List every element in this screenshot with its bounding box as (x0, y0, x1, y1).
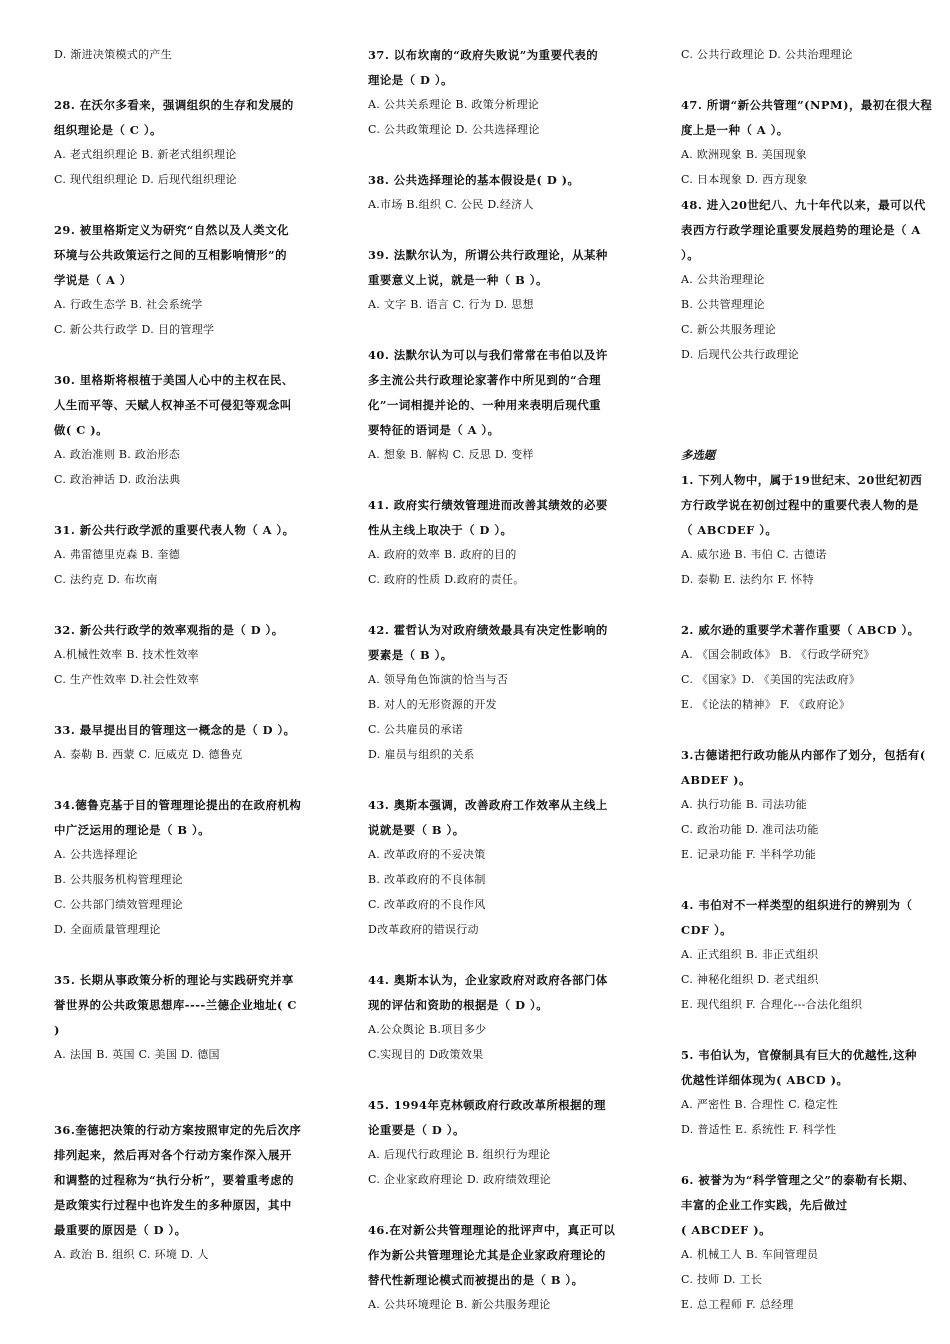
option-line: C. 生产性效率 D.社会性效率 (54, 673, 200, 686)
option-line: E. 记录功能 F. 半科学功能 (681, 848, 817, 861)
question-line: 31. 新公共行政学派的重要代表人物（ A ）。 (54, 523, 295, 537)
question-line: 表西方行政学理论重要发展趋势的理论是（ A (681, 223, 921, 237)
question-line: 45. 1994年克林顿政府行政改革所根据的理 (368, 1098, 606, 1112)
question-line: 44. 奥斯本认为，企业家政府对政府各部门体 (368, 973, 608, 987)
question-line: CDF ）。 (681, 923, 733, 937)
option-line: A. 泰勒 B. 西蒙 C. 厄威克 D. 德鲁克 (54, 748, 243, 761)
question-line: 30. 里格斯将根植于美国人心中的主权在民、 (54, 373, 294, 387)
question-line: 要特征的语词是（ A ）。 (368, 423, 500, 437)
option-line: A. 法国 B. 英国 C. 美国 D. 德国 (54, 1048, 220, 1061)
question-line: 誉世界的公共政策思想库----兰德企业地址( C (54, 998, 297, 1012)
question-line: 度上是一种（ A ）。 (681, 123, 789, 137)
question-line: 优越性详细体现为( ABCD )。 (681, 1073, 849, 1087)
option-line: D. 后现代公共行政理论 (681, 348, 800, 361)
option-line: A. 政治 B. 组织 C. 环境 D. 人 (54, 1248, 209, 1261)
option-line: C. 新公共服务理论 (681, 323, 777, 336)
question-line: 6. 被誉为为“科学管理之父”的泰勒有长期、 (681, 1173, 915, 1187)
question-line: 和调整的过程称为“执行分析”，要着重考虑的 (54, 1173, 295, 1187)
option-line: C. 公共部门绩效管理理论 (54, 898, 183, 911)
question-line: 人生而平等、天赋人权神圣不可侵犯等观念叫 (54, 398, 292, 412)
question-line: 化”一词相提并论的、一种用来表明后现代重 (368, 398, 601, 412)
option-line: C. 《国家》D. 《美国的宪法政府》 (681, 673, 861, 686)
question-line: 35. 长期从事政策分析的理论与实践研究并享 (54, 973, 294, 987)
question-line: 33. 最早提出目的管理这一概念的是（ D ）。 (54, 723, 296, 737)
option-line: A. 政府的效率 B. 政府的目的 (368, 548, 517, 561)
option-line: E. 总工程师 F. 总经理 (681, 1298, 794, 1311)
option-line: C. 现代组织理论 D. 后现代组织理论 (54, 173, 237, 186)
question-line: 组织理论是（ C ）。 (54, 123, 162, 137)
question-line: 排列起来，然后再对各个行动方案作深入展开 (54, 1148, 292, 1162)
option-line: A. 公共环境理论 B. 新公共服务理论 (368, 1298, 551, 1311)
question-line: 重要意义上说，就是一种（ B ）。 (368, 273, 548, 287)
option-line: B. 公共服务机构管理理论 (54, 873, 183, 886)
option-line: A. 行政生态学 B. 社会系统学 (54, 298, 203, 311)
option-line: D. 泰勒 E. 法约尔 F. 怀特 (681, 573, 814, 586)
question-line: 28. 在沃尔多看来，强调组织的生存和发展的 (54, 98, 294, 112)
option-line: B. 改革政府的不良体制 (368, 873, 486, 886)
option-line: B. 对人的无形资源的开发 (368, 698, 497, 711)
question-line: 1. 下列人物中，属于19世纪末、20世纪初西 (681, 473, 923, 487)
option-line: A. 政治准则 B. 政治形态 (54, 448, 181, 461)
option-line: C. 改革政府的不良作风 (368, 898, 486, 911)
option-line: A. 老式组织理论 B. 新老式组织理论 (54, 148, 237, 161)
question-line: 29. 被里格斯定义为研究“自然以及人类文化 (54, 223, 289, 237)
option-line: A. 机械工人 B. 车间管理员 (681, 1248, 819, 1261)
question-line: ( ABCDEF )。 (681, 1223, 771, 1237)
question-line: 41. 政府实行绩效管理进而改善其绩效的必要 (368, 498, 608, 512)
option-line: A. 领导角色饰演的恰当与否 (368, 673, 509, 686)
option-line: C. 公共行政理论 D. 公共治理理论 (681, 48, 853, 61)
question-line: 5. 韦伯认为，官僚制具有巨大的优越性,这种 (681, 1048, 917, 1062)
option-line: A. 《国会制政体》 B. 《行政学研究》 (681, 648, 875, 661)
option-line: A. 公共选择理论 (54, 848, 138, 861)
question-line: 中广泛运用的理论是（ B ）。 (54, 823, 211, 837)
question-line: 学说是（ A ） (54, 273, 132, 287)
question-line: 多主流公共行政理论家著作中所见到的“合理 (368, 373, 601, 387)
option-line: A. 改革政府的不妥决策 (368, 848, 486, 861)
question-line: 作为新公共管理理论尤其是企业家政府理论的 (368, 1248, 606, 1262)
question-line: 最重要的原因是（ D ）。 (54, 1223, 187, 1237)
option-line: A. 后现代行政理论 B. 组织行为理论 (368, 1148, 551, 1161)
question-line: 42. 霍哲认为对政府绩效最具有决定性影响的 (368, 623, 608, 637)
option-line: C. 日本现象 D. 西方现象 (681, 173, 808, 186)
option-line: C.实现目的 D政策效果 (368, 1048, 484, 1061)
question-line: ）。 (681, 248, 700, 262)
option-line: C. 政府的性质 D.政府的责任。 (368, 573, 525, 586)
question-line: 环境与公共政策运行之间的互相影响情形”的 (54, 248, 287, 262)
option-line: D. 雇员与组织的关系 (368, 748, 475, 761)
option-line: A. 严密性 B. 合理性 C. 稳定性 (681, 1098, 839, 1111)
question-line: 现的评估和资助的根据是（ D ）。 (368, 998, 549, 1012)
option-line: A. 威尔逊 B. 韦伯 C. 古德诺 (681, 548, 827, 561)
question-line: 47. 所谓“新公共管理”(NPM)，最初在很大程 (681, 98, 933, 112)
option-line: A. 想象 B. 解构 C. 反思 D. 变样 (368, 448, 534, 461)
option-line: C. 法约克 D. 布坎南 (54, 573, 158, 586)
question-line: 替代性新理论模式而被提出的是（ B ）。 (368, 1273, 584, 1287)
question-line: 说就是要（ B ）。 (368, 823, 465, 837)
option-line: C. 政治功能 D. 准司法功能 (681, 823, 819, 836)
option-line: A. 文字 B. 语言 C. 行为 D. 思想 (368, 298, 534, 311)
question-line: 39. 法默尔认为，所谓公共行政理论，从某种 (368, 248, 608, 262)
option-line: C. 技师 D. 工长 (681, 1273, 763, 1286)
question-line: ) (54, 1023, 60, 1037)
option-line: A. 公共关系理论 B. 政策分析理论 (368, 98, 540, 111)
option-line: C. 公共政策理论 D. 公共选择理论 (368, 123, 540, 136)
option-line: A.机械性效率 B. 技术性效率 (54, 648, 199, 661)
question-line: 方行政学说在初创过程中的重要代表人物的是 (681, 498, 919, 512)
question-line: 理论是（ D ）。 (368, 73, 453, 87)
question-line: 2. 威尔逊的重要学术著作重要（ ABCD ）。 (681, 623, 920, 637)
option-line: C. 政治神话 D. 政治法典 (54, 473, 181, 486)
question-line: 40. 法默尔认为可以与我们常常在韦伯以及许 (368, 348, 608, 362)
question-line: 要素是（ B ）。 (368, 648, 453, 662)
option-line: B. 公共管理理论 (681, 298, 765, 311)
question-line: 性从主线上取决于（ D ）。 (368, 523, 513, 537)
option-line: C. 神秘化组织 D. 老式组织 (681, 973, 819, 986)
option-line: A. 正式组织 B. 非正式组织 (681, 948, 819, 961)
option-line: A. 执行功能 B. 司法功能 (681, 798, 808, 811)
option-line: C. 新公共行政学 D. 目的管理学 (54, 323, 215, 336)
question-line: 3.古德诺把行政功能从内部作了划分，包括有( (681, 748, 926, 762)
option-line: C. 企业家政府理论 D. 政府绩效理论 (368, 1173, 551, 1186)
option-line: A.市场 B.组织 C. 公民 D.经济人 (368, 198, 534, 211)
option-line: D. 全面质量管理理论 (54, 923, 161, 936)
question-line: 37. 以布坎南的“政府失败说”为重要代表的 (368, 48, 599, 62)
option-line: A. 欧洲现象 B. 美国现象 (681, 148, 808, 161)
question-line: 是政策实行过程中也许发生的多种原因，其中 (54, 1198, 292, 1212)
question-line: 38. 公共选择理论的基本假设是( D )。 (368, 173, 580, 187)
question-line: 46.在对新公共管理理论的批评声中，真正可以 (368, 1223, 616, 1237)
question-line: （ ABCDEF ）。 (681, 523, 778, 537)
option-line: D改革政府的错误行动 (368, 923, 479, 936)
question-line: 4. 韦伯对不一样类型的组织进行的辨别为（ (681, 898, 913, 912)
option-line: C. 公共雇员的承诺 (368, 723, 464, 736)
question-line: 32. 新公共行政学的效率观指的是（ D ）。 (54, 623, 284, 637)
option-line: A. 公共治理理论 (681, 273, 765, 286)
option-line: D. 普适性 E. 系统性 F. 科学性 (681, 1123, 837, 1136)
option-line: E. 现代组织 F. 合理化---合法化组织 (681, 998, 863, 1011)
question-line: ABDEF )。 (681, 773, 751, 787)
option-line: D. 渐进决策模式的产生 (54, 48, 173, 61)
option-line: A. 弗雷德里克森 B. 奎德 (54, 548, 181, 561)
question-line: 43. 奥斯本强调，改善政府工作效率从主线上 (368, 798, 608, 812)
option-line: A.公众舆论 B.项目多少 (368, 1023, 487, 1036)
question-line: 36.奎德把决策的行动方案按照审定的先后次序 (54, 1123, 302, 1137)
option-line: E. 《论法的精神》 F. 《政府论》 (681, 698, 851, 711)
question-line: 做( C )。 (54, 423, 109, 437)
question-line: 论重要是（ D ）。 (368, 1123, 465, 1137)
question-line: 48. 进入20世纪八、九十年代以来，最可以代 (681, 198, 926, 212)
section-heading: 多选题 (681, 448, 716, 462)
question-line: 34.德鲁克基于目的管理理论提出的在政府机构 (54, 798, 302, 812)
question-line: 丰富的企业工作实践，先后做过 (681, 1198, 848, 1212)
